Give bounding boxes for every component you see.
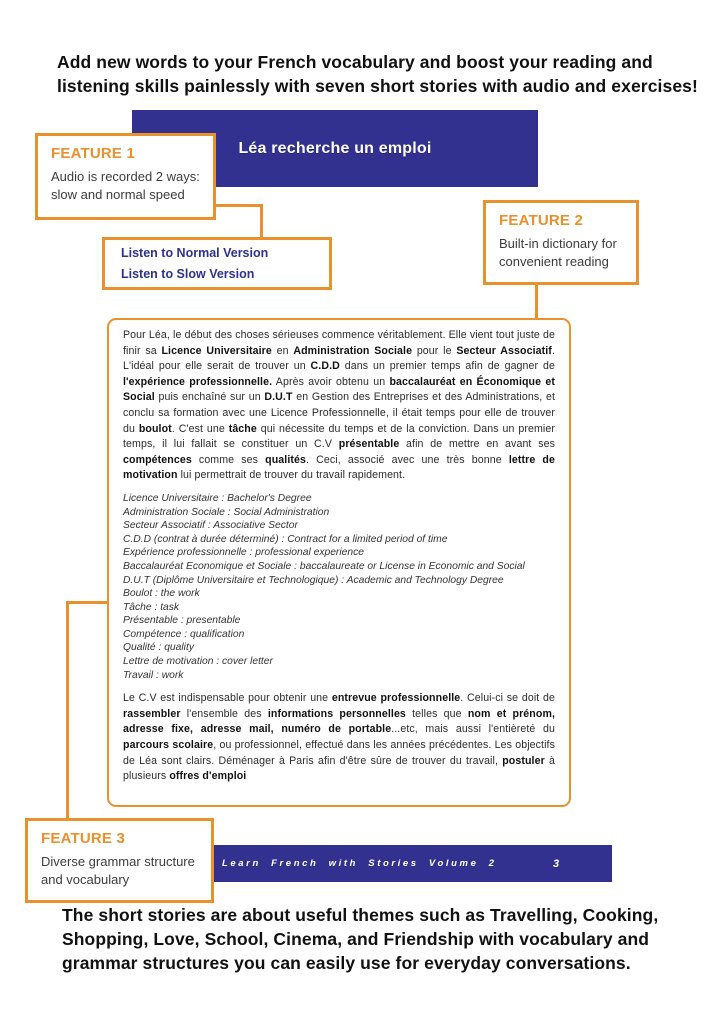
feature-3-connector-vertical [66,601,69,820]
vocab-line: Qualité : quality [123,642,194,654]
feature-1-title: FEATURE 1 [51,145,136,162]
vocab-line: D.U.T (Diplôme Universitaire et Technologique) : Academic and Technology Degree [123,574,504,586]
feature-1-connector-horizontal [214,204,263,207]
feature-3-title: FEATURE 3 [41,830,126,847]
vocab-line: Baccalauréat Economique et Sociale : baccalaureate or License in Economic and Social [123,560,525,572]
story-paragraph-1: Pour Léa, le début des choses sérieuses commence véritablement. Elle vient tout juste de finir sa Licence Universitaire en Administration Sociale pour le Secteur Associatif. L'idéal pour elle serait de trouver un C.D.D dans un premier temps afin de gagner de l'expérience professionnelle. Après avoir obtenu un baccalauréat en Économique et Social puis enchaîné sur un D.U.T en Gestion des Entreprises et des Administrations, et conclu sa formation avec une Licence Professionnelle, il était temps pour elle de trouver du boulot. C'est une tâche qui nécessite du temps et de la conviction. Dans un premier temps, il lui fallait se constituer un C.V présentable afin de mettre en avant ses compétences comme ses qualités. Ceci, associé avec une très bonne lettre de motivation lui permettrait de trouver du travail rapidement. [123,329,555,482]
feature-1-connector-vertical [260,204,263,239]
vocab-line: Présentable : presentable [123,615,241,627]
intro-headline: Add new words to your French vocabulary and boost your reading and listening skills painlessly with seven short stories with audio and exercises! [57,52,698,96]
feature-3-description: Diverse grammar structure and vocabulary [41,854,195,887]
vocab-line: Compétence : qualification [123,628,245,640]
feature-2-description: Built-in dictionary for convenient reading [499,236,617,269]
feature-3-connector-horizontal [66,601,109,604]
audio-links-box [102,237,332,290]
page-number: 3 [553,857,560,870]
chapter-title: Léa recherche un emploi [238,139,432,157]
feature-1-description: Audio is recorded 2 ways: slow and normal speed [51,169,200,202]
feature-2-title: FEATURE 2 [499,212,584,229]
story-paragraph-2: Le C.V est indispensable pour obtenir une entrevue professionnelle. Celui-ci se doit de rassembler l'ensemble des informations personnelles telles que nom et prénom, adresse fixe, adresse mail, numéro de portable...etc, mais aussi l'entièreté du parcours scolaire, ou professionnel, effectué dans les années précédentes. Les objectifs de Léa sont clairs. Déménager à Paris afin d'être sûre de trouver du travail, postuler à plusieurs offres d'emploi [123,692,556,783]
feature-2-callout [483,200,639,285]
vocab-line: Licence Universitaire : Bachelor's Degree [123,492,312,504]
book-title: Learn French with Stories Volume 2 [222,858,497,869]
vocab-line: Travail : work [123,669,184,681]
feature-2-connector-vertical [535,283,538,320]
vocab-line: Administration Sociale : Social Administration [123,506,330,518]
vocab-line: Expérience professionnelle : professional experience [123,547,364,559]
story-text-box [107,318,571,807]
listen-normal-link[interactable]: Listen to Normal Version [121,246,269,261]
feature-1-callout [35,133,216,220]
vocab-line: Lettre de motivation : cover letter [123,656,273,668]
vocabulary-list [123,492,555,682]
outro-headline: The short stories are about useful themes such as Travelling, Cooking, Shopping, Love, School, Cinema, and Friendship with vocabulary and grammar structures you can easily use for everyday conversations. [62,905,659,973]
vocab-line: Tâche : task [123,601,180,613]
vocab-line: C.D.D (contrat à durée déterminé) : Contract for a limited period of time [123,533,448,545]
feature-3-callout [25,818,214,903]
vocab-line: Secteur Associatif : Associative Sector [123,520,298,532]
listen-slow-link[interactable]: Listen to Slow Version [121,266,255,281]
vocab-line: Boulot : the work [123,588,200,600]
